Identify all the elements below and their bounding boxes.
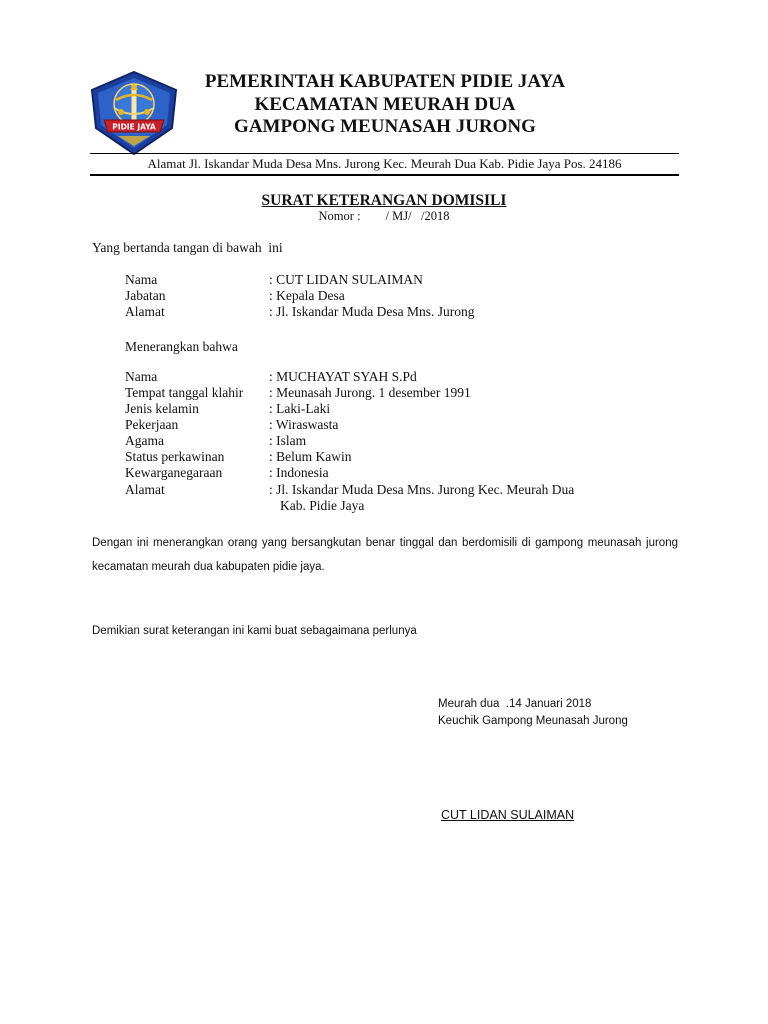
field-label: Nama — [125, 369, 158, 384]
field-value: : Wiraswasta — [269, 417, 339, 432]
statement-paragraph: Dengan ini menerangkan orang yang bersangkutan benar tinggal dan berdomisili di gampong meunasah jurong kecamatan meurah dua kabupaten pidie jaya. — [92, 537, 678, 573]
field-value: : Indonesia — [269, 465, 329, 480]
signature-place-date: Meurah dua .14 Januari 2018 — [438, 698, 592, 710]
field-label: Jabatan — [125, 288, 166, 303]
field-label: Agama — [125, 433, 164, 448]
field-label: Nama — [125, 272, 158, 287]
header-rule-top — [90, 153, 679, 154]
field-value: : MUCHAYAT SYAH S.Pd — [269, 369, 417, 384]
header-village-line: GAMPONG MEUNASAH JURONG — [234, 116, 536, 137]
field-value: : Kepala Desa — [269, 288, 345, 303]
closing-paragraph: Demikian surat keterangan ini kami buat sebagaimana perlunya — [92, 625, 417, 637]
letter-number: Nomor : / MJ/ /2018 — [318, 209, 450, 223]
field-label: Alamat — [125, 482, 165, 497]
menerangkan-text: Menerangkan bahwa — [125, 339, 238, 354]
letter-title — [150, 192, 618, 210]
field-label: Status perkawinan — [125, 449, 225, 464]
field-label: Pekerjaan — [125, 417, 179, 432]
header-government-line: PEMERINTAH KABUPATEN PIDIE JAYA — [204, 71, 566, 92]
field-label: Alamat — [125, 304, 165, 319]
field-value: : Laki-Laki — [269, 401, 331, 416]
field-value: : Islam — [269, 433, 307, 448]
field-label: Kewarganegaraan — [125, 465, 223, 480]
letter-title-text: SURAT KETERANGAN DOMISILI — [261, 192, 507, 209]
header-rule-bottom — [90, 174, 679, 176]
intro-text: Yang bertanda tangan di bawah ini — [92, 240, 283, 255]
field-label: Tempat tanggal klahir — [125, 385, 244, 400]
field-value: : Meunasah Jurong. 1 desember 1991 — [269, 385, 471, 400]
field-value: : Jl. Iskandar Muda Desa Mns. Jurong — [269, 304, 475, 319]
signature-title: Keuchik Gampong Meunasah Jurong — [438, 715, 628, 727]
signature-name: CUT LIDAN SULAIMAN — [441, 808, 575, 822]
header-address: Alamat Jl. Iskandar Muda Desa Mns. Jurong Kec. Meurah Dua Kab. Pidie Jaya Pos. 24186 — [147, 156, 622, 171]
emblem-banner-text: PIDIE JAYA — [112, 122, 156, 132]
field-label: Jenis kelamin — [125, 401, 199, 416]
field-value: : CUT LIDAN SULAIMAN — [269, 272, 423, 287]
field-value: Kab. Pidie Jaya — [280, 498, 365, 513]
field-value: : Belum Kawin — [269, 449, 352, 464]
header-district-line: KECAMATAN MEURAH DUA — [254, 94, 516, 115]
field-value: : Jl. Iskandar Muda Desa Mns. Jurong Kec. Meurah Dua — [269, 482, 575, 497]
